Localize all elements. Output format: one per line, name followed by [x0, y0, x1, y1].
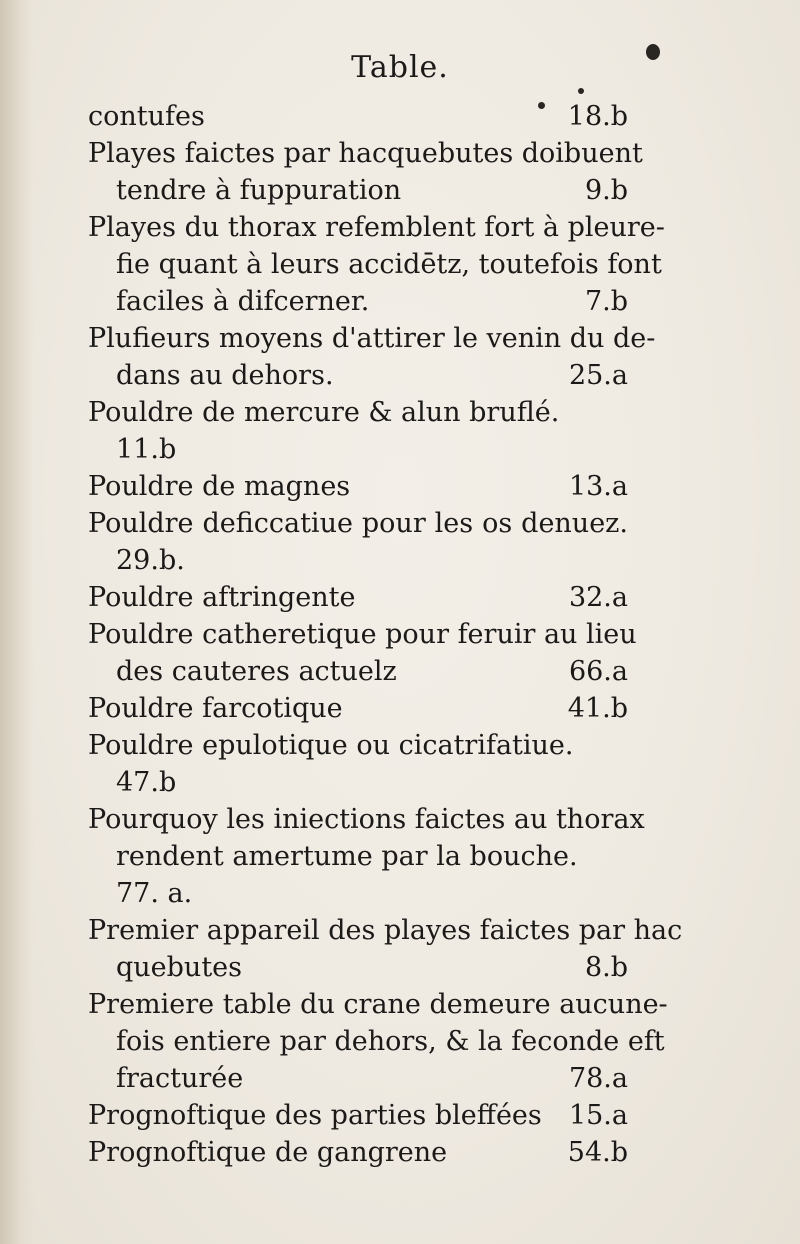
page-reference: 41.b — [567, 693, 628, 724]
page-reference: 54.b — [567, 1137, 628, 1168]
index-entry — [88, 468, 628, 505]
index-entry — [88, 912, 683, 986]
index-entry — [88, 986, 668, 1097]
entry-text: Playes du thorax refemblent fort à pleure- — [88, 212, 665, 243]
index-entry — [88, 727, 628, 801]
index-entry — [88, 135, 643, 209]
page-title: Table. — [351, 50, 449, 85]
entry-text-continuation: rendent amertume par la bouche. — [116, 841, 578, 872]
index-entry — [88, 616, 637, 690]
entry-text: Premiere table du crane demeure aucune- — [88, 989, 668, 1020]
page-reference: 8.b — [584, 952, 628, 983]
entry-text-continuation: fracturée — [116, 1063, 244, 1094]
index-entry — [88, 579, 628, 616]
page-reference: 66.a — [568, 656, 628, 687]
index-entry — [88, 801, 645, 912]
entry-text: Pouldre aftringente — [88, 582, 356, 613]
page-reference: 15.a — [568, 1100, 628, 1131]
page-gutter-shadow — [0, 0, 34, 1244]
entry-text: Prognoftique de gangrene — [88, 1137, 448, 1168]
index-entry — [88, 1134, 628, 1171]
entry-text-continuation: dans au dehors. — [116, 360, 334, 391]
index-entry — [88, 394, 628, 468]
entry-text-continuation: 47.b — [116, 767, 177, 798]
index-entry — [88, 1097, 628, 1134]
entry-text: Prognoftique des parties bleffées — [88, 1100, 542, 1131]
entry-text: Pourquoy les iniections faictes au thorax — [88, 804, 645, 835]
entry-text-continuation: 11.b — [116, 434, 177, 465]
entry-text: Premier appareil des playes faictes par hac — [88, 915, 683, 946]
entry-text: Playes faictes par hacquebutes doibuent — [88, 138, 643, 169]
entry-text-continuation: fie quant à leurs accidētz, toutefois font — [116, 249, 662, 280]
page-reference: 13.a — [568, 471, 628, 502]
index-entry — [88, 690, 628, 727]
entry-text: Pouldre catheretique pour feruir au lieu — [88, 619, 637, 650]
index-entry — [88, 209, 665, 320]
entry-text: Pouldre de mercure & alun bruflé. — [88, 397, 560, 428]
ink-spot — [578, 88, 584, 94]
entry-text-continuation: 77. a. — [116, 878, 193, 909]
entry-text: Pouldre de magnes — [88, 471, 351, 502]
entry-text-continuation: des cauteres actuelz — [116, 656, 397, 687]
entry-text: contufes — [88, 101, 205, 132]
page-reference: 32.a — [568, 582, 628, 613]
index-entry — [88, 505, 628, 579]
entry-text-continuation: fois entiere par dehors, & la feconde eft — [116, 1026, 665, 1057]
entry-text-continuation: quebutes — [116, 952, 243, 983]
entry-text: Pouldre epulotique ou cicatrifatiue. — [88, 730, 574, 761]
page-reference: 25.a — [568, 360, 628, 391]
page-reference: 18.b — [567, 101, 628, 132]
entry-text-continuation: faciles à difcerner. — [116, 286, 370, 317]
entry-text: Pouldre farcotique — [88, 693, 343, 724]
entry-text-continuation: tendre à fuppuration — [116, 175, 402, 206]
index-entry — [88, 98, 628, 135]
page-reference: 78.a — [568, 1063, 628, 1094]
entry-text-continuation: 29.b. — [116, 545, 185, 576]
index-entries — [88, 98, 683, 1171]
page-reference: 9.b — [584, 175, 628, 206]
page-reference: 7.b — [584, 286, 628, 317]
entry-text: Pouldre deficcatiue pour les os denuez. — [88, 508, 628, 539]
index-entry — [88, 320, 656, 394]
entry-text: Plufieurs moyens d'attirer le venin du de- — [88, 323, 656, 354]
